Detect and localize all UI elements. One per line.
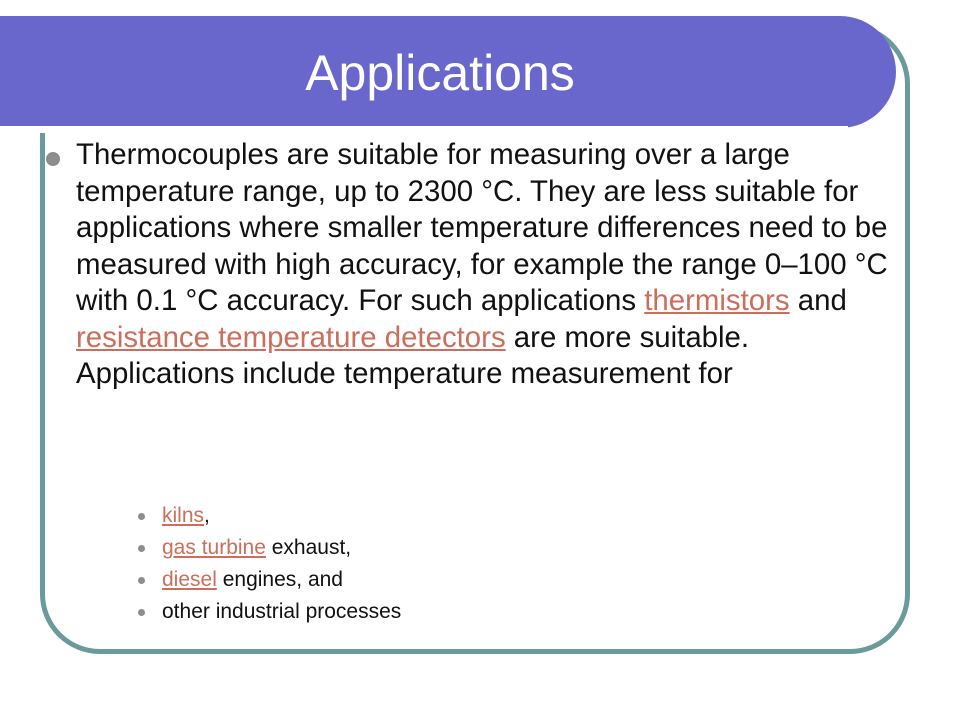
list-item-text: , [204,504,210,527]
list-item-text: other industrial processes [162,600,402,623]
list-item-kilns [138,500,401,532]
diesel-link[interactable]: diesel [162,568,217,591]
paragraph-text-1: Thermocouples are suitable for measuring over a large temperature range, up to 2300 °C. They are less suitable for applications where smaller temperature differences need to be measured with high accuracy, for example the range 0–100 °C with 0.1 °C accuracy. For such applications [76,138,888,317]
list-item-text: exhaust, [265,536,352,559]
main-bullet-icon [46,152,60,166]
kilns-link[interactable]: kilns [162,504,205,527]
list-item-text: engines, and [216,568,343,591]
list-item-gas-turbine [138,532,401,564]
resistance-temperature-detectors-link[interactable]: resistance temperature detectors [76,320,506,354]
sub-bullet-icon [138,609,145,616]
paragraph-text-2: and [789,284,847,317]
gas-turbine-link[interactable]: gas turbine [162,536,266,559]
sub-bullet-icon [138,577,145,584]
thermistors-link[interactable]: thermistors [644,284,790,317]
main-paragraph [76,137,891,393]
title-underline [0,126,848,133]
applications-list [138,500,401,628]
sub-bullet-icon [138,513,145,520]
list-item-industrial [138,596,401,628]
sub-bullet-icon [138,545,145,552]
list-item-diesel [138,564,401,596]
slide-title: Applications [305,45,575,101]
paragraph-text-3: are more suitable. Applications include temperature measurement for [76,320,750,390]
